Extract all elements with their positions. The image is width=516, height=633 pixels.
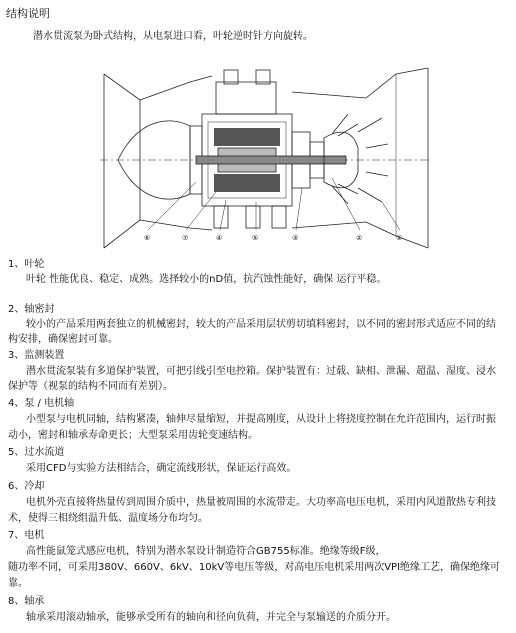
- section-text: 叶轮 性能优良、稳定、成熟。选择较小的nD值，抗汽蚀性能好，确保 运行平稳。: [26, 274, 387, 285]
- page-title: 结构说明: [6, 7, 50, 20]
- section-text: 动小，密封和轴承寿命更长；大型泵采用齿轮变速结构。: [8, 430, 258, 441]
- section-heading: 1、叶轮: [8, 259, 45, 270]
- section-text: 随功率不同，可采用380V、660V、6kV、10kV等电压等级，对高电压电机采用两次VPI绝缘工艺，确保绝缘可: [8, 562, 501, 573]
- section-text: 高性能鼠笼式感应电机，特别为潜水泵设计制造符合GB755标准。绝缘等级F级，: [26, 546, 386, 557]
- part-label: ①: [396, 234, 403, 242]
- pump-cross-section-diagram: [96, 52, 432, 250]
- section-heading: 6、冷却: [8, 481, 45, 492]
- part-label: ③: [292, 234, 299, 242]
- section-text: 较小的产品采用两套独立的机械密封，较大的产品采用层状剪切填料密封，以不同的密封形式适应不同的结: [26, 319, 496, 330]
- part-label: ⑤: [252, 234, 259, 242]
- part-label: ②: [356, 234, 363, 242]
- intro-text: 潜水贯流泵为卧式结构，从电泵进口看，叶轮逆时针方向旋转。: [33, 31, 313, 42]
- section-text: 小型泵与电机同轴，结构紧凑，轴伸尽量缩短，并提高刚度，从设计上将挠度控制在允许范围内，运行时振: [26, 414, 496, 425]
- section-text: 潜水贯流泵装有多道保护装置，可把引线引至电控箱。保护装置有：过载、缺相、泄漏、超温、湿度、浸水: [26, 366, 496, 377]
- section-text: 靠。: [8, 578, 28, 589]
- section-heading: 8、轴承: [8, 596, 45, 607]
- section-heading: 4、泵 / 电机轴: [8, 398, 75, 409]
- section-text: 保护等（视泵的结构不同而有差别）。: [8, 381, 173, 392]
- section-text: 轴承采用滚动轴承，能够承受所有的轴向和径向负荷，并完全与泵输送的介质分开。: [26, 612, 396, 623]
- section-text: 构安排，确保密封可靠。: [8, 334, 118, 345]
- section-text: 电机外壳直接将热量传到周围介质中，热量被周围的水流带走。大功率高电压电机，采用内风道散热专利技: [26, 497, 496, 508]
- part-label: ④: [216, 234, 223, 242]
- section-text: 术，使得三相绕组温升低、温度场分布均匀。: [8, 513, 208, 524]
- section-heading: 5、过水流道: [8, 447, 65, 458]
- section-heading: 2、轴密封: [8, 304, 55, 315]
- section-text: 采用CFD与实验方法相结合，确定流线形状，保证运行高效。: [26, 463, 297, 474]
- section-heading: 7、电机: [8, 530, 45, 541]
- part-label: ⑥: [144, 234, 151, 242]
- section-heading: 3、监测装置: [8, 350, 65, 361]
- part-label: ⑦: [182, 234, 189, 242]
